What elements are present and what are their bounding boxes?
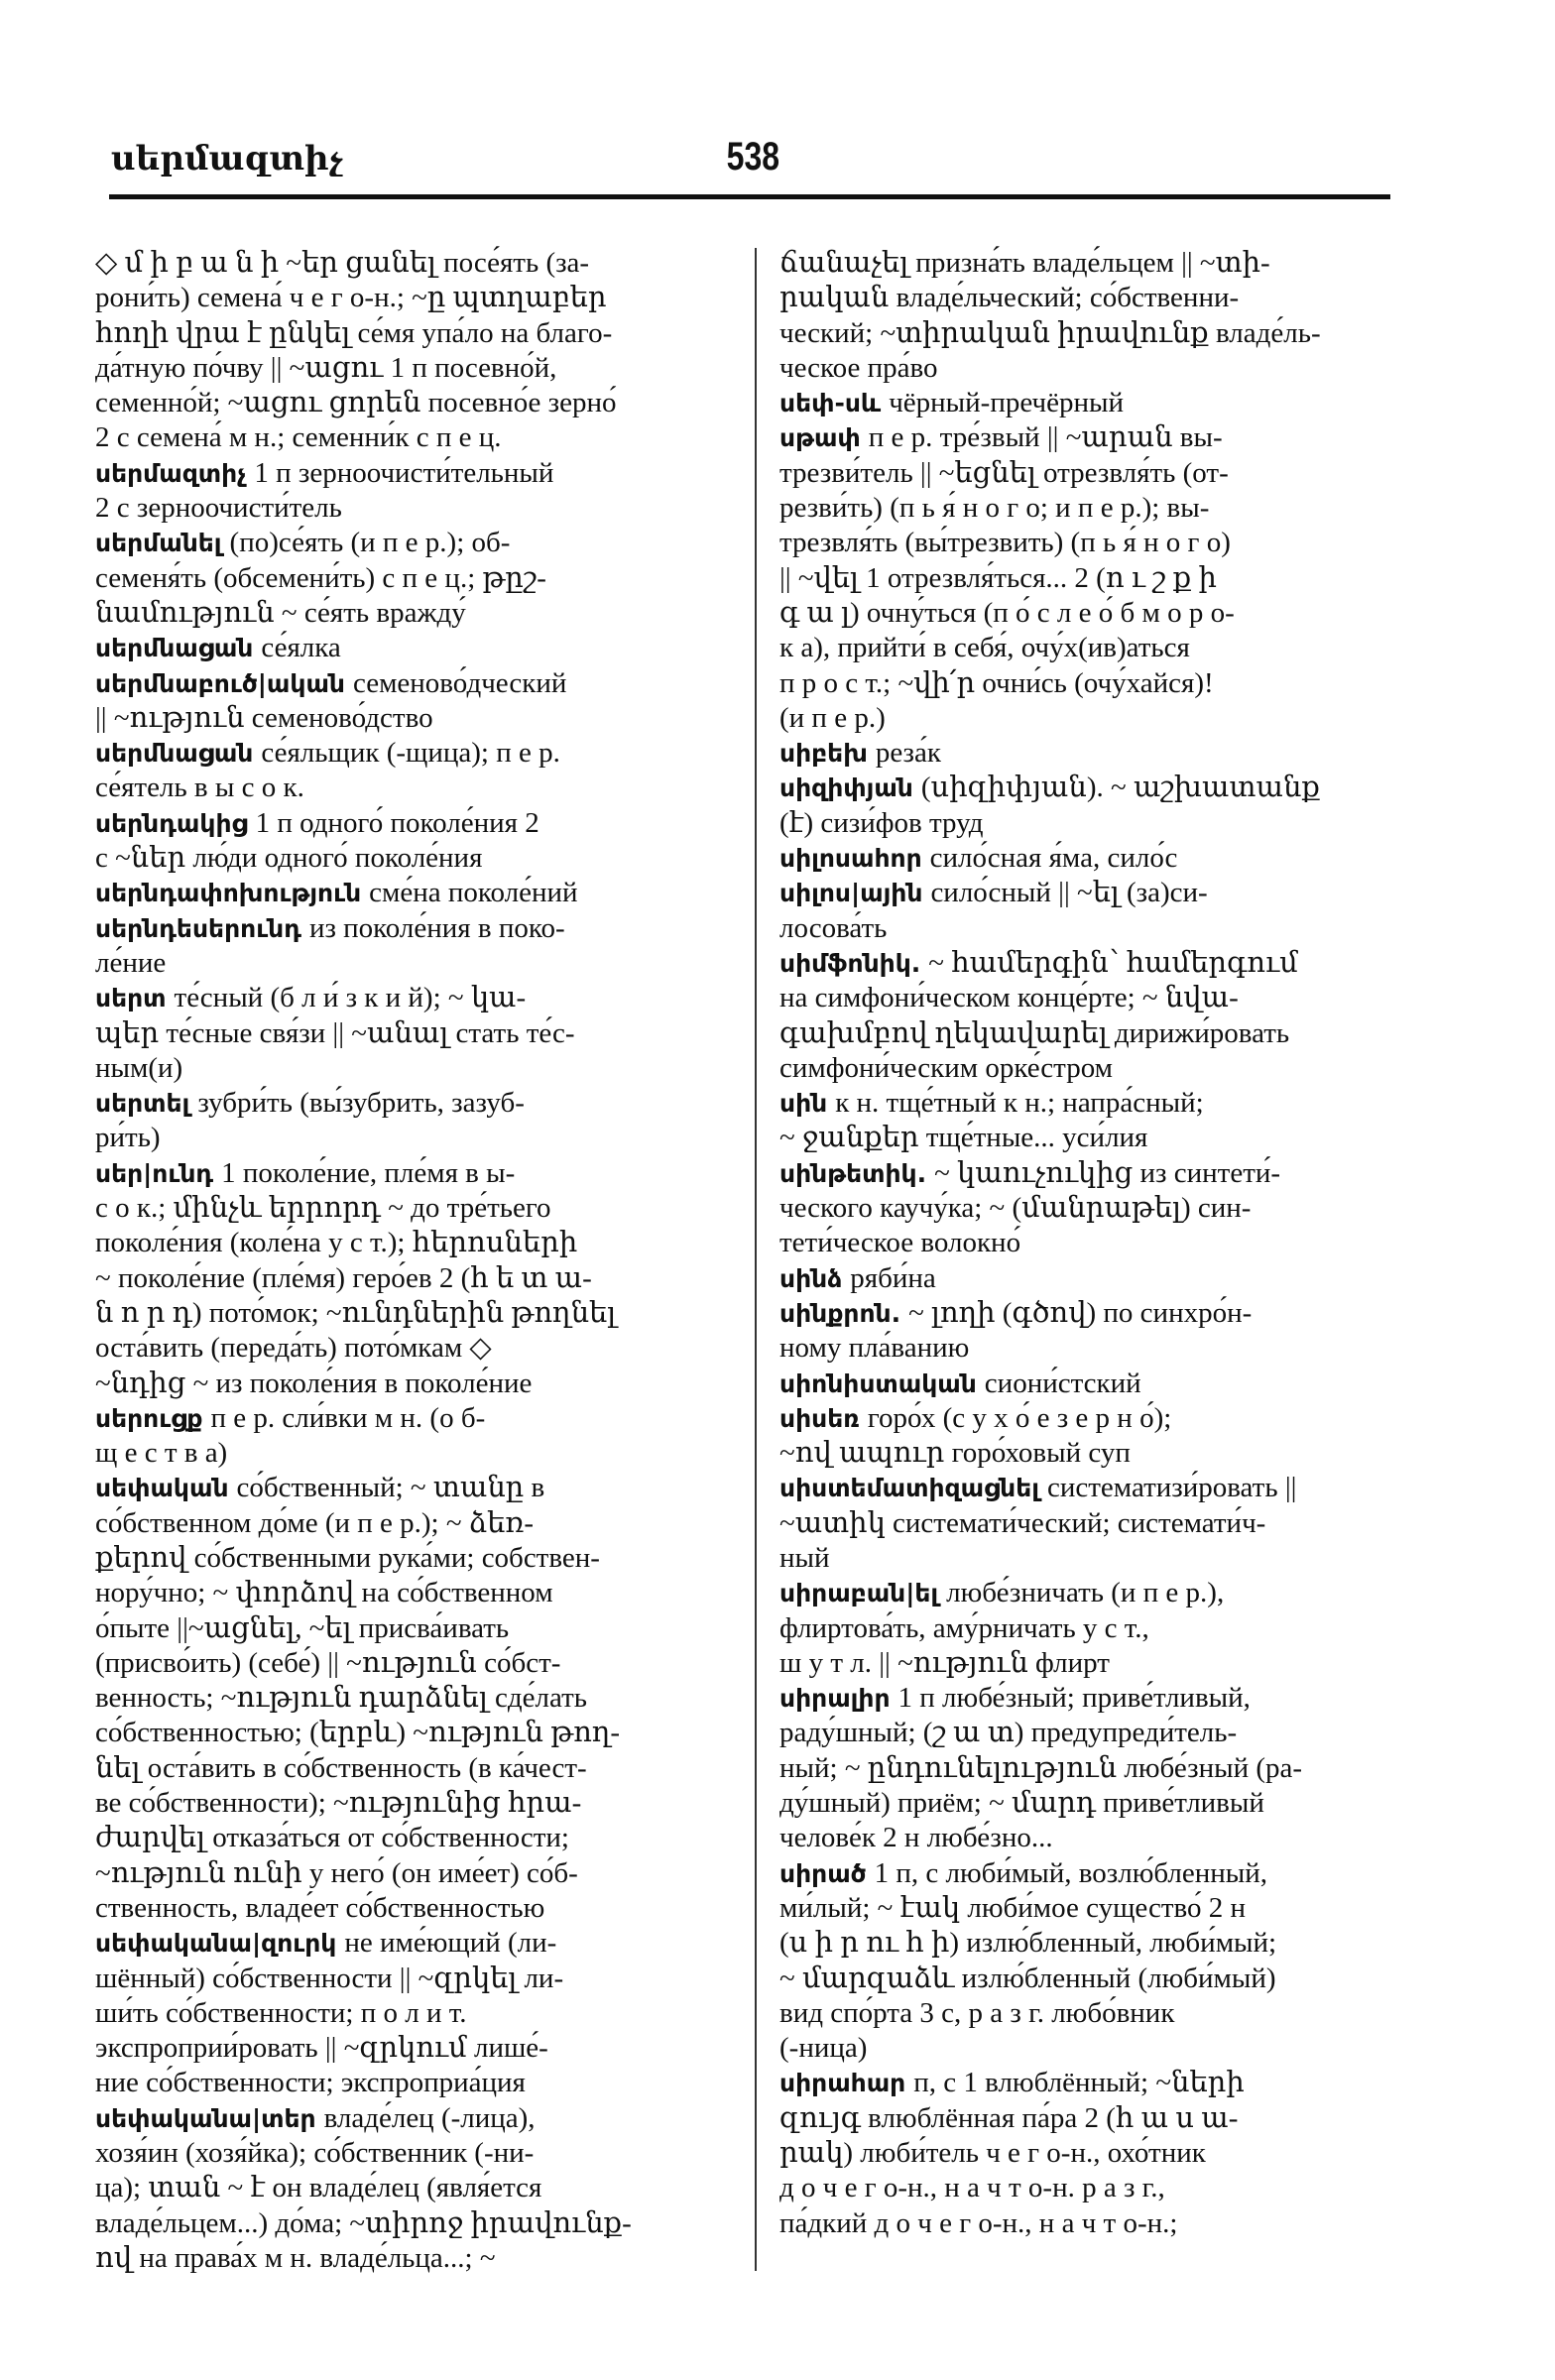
header-rule: [109, 194, 1390, 199]
definition-text: 1 п любе́зный; приве́тливый,: [897, 1682, 1251, 1715]
definition-text: шённый) со́бственности || ~զրկել ли-: [95, 1962, 564, 1994]
dictionary-line: [95, 1821, 738, 1855]
dictionary-line: [95, 1856, 738, 1891]
definition-text: с о к.; մինչև երրորդ ~ до тре́тьего: [95, 1192, 551, 1225]
definition-text: к н. тще́тный к н.; напра́сный;: [835, 1087, 1204, 1120]
dictionary-entry-line: [95, 736, 738, 771]
definition-text: գ ա լ) очну́ться (п о́ с л е о́ б м о р о-: [779, 596, 1235, 629]
dictionary-line: [779, 1926, 1402, 1961]
dictionary-line: [779, 1506, 1402, 1541]
dictionary-line: [95, 1646, 738, 1681]
dictionary-line: [779, 1611, 1402, 1646]
dictionary-line: [779, 316, 1402, 351]
definition-text: 2 с зерноочисти́тель: [95, 492, 342, 525]
definition-text: со́бственный; ~ տանը в: [236, 1472, 545, 1504]
definition-text: ный; ~ ընդունելություն любе́зный (ра-: [779, 1751, 1303, 1784]
dictionary-line: [95, 1331, 738, 1366]
headword: սիզիփյան: [779, 774, 913, 803]
dictionary-line: [95, 1576, 738, 1610]
definition-text: владе́льцем...) до́ма; ~տիրոջ իրավունք-: [95, 2206, 632, 2239]
dictionary-entry-line: [95, 631, 738, 665]
headword: սիրած: [779, 1858, 867, 1888]
definition-text: ши́ть со́бственности; п о л и т.: [95, 1996, 467, 2029]
dictionary-line: [95, 420, 738, 455]
definition-text: րակ) люби́тель ч е г о-н., охо́тник: [779, 2137, 1206, 2170]
running-head: սերմազտիչ: [111, 141, 344, 178]
definition-text: рони́ть) семена́ ч е г о-н.; ~ը պտղաբեր: [95, 282, 607, 314]
definition-text: հողի վրա է ընկել се́мя упа́ло на благо-: [95, 316, 613, 349]
definition-text: ~ ջանքեր тще́тные... уси́лия: [779, 1122, 1148, 1154]
dictionary-entry-line: [779, 736, 1402, 771]
headword: սթափ: [779, 423, 861, 453]
definition-text: պեր те́сные свя́зи || ~անալ стать те́с-: [95, 1016, 575, 1049]
dictionary-line: [779, 911, 1402, 946]
definition-text: экспроприи́ровать || ~զրկում лише́-: [95, 2032, 548, 2065]
definition-text: ние со́бственности; экспроприа́ция: [95, 2067, 526, 2099]
definition-text: ◇ մ ի բ ա ն ի ~եր ցանել посе́ять (за-: [95, 247, 590, 279]
definition-text: со́бственностью; (երբև) ~ություն թող-: [95, 1717, 621, 1749]
definition-text: тети́ческое волокно́: [779, 1227, 1021, 1259]
headword: սին: [779, 1089, 828, 1119]
definition-text: ряби́на: [850, 1261, 936, 1294]
definition-text: вид спо́рта 3 с, р а з г. любо́вник: [779, 1996, 1175, 2029]
definition-text: да́тную по́чву || ~ացու 1 п посевно́й,: [95, 351, 557, 384]
dictionary-line: [95, 386, 738, 420]
dictionary-line: [779, 1962, 1402, 1996]
dictionary-entry-line: [95, 876, 738, 910]
dictionary-line: [779, 526, 1402, 560]
definition-text: 1 п, с люби́мый, возлю́бленный,: [874, 1856, 1268, 1889]
dictionary-entry-line: [779, 771, 1402, 805]
definition-text: ду́шный) приём; ~ մարդ приве́тливый: [779, 1787, 1264, 1820]
dictionary-entry-line: [95, 911, 738, 946]
dictionary-line: [779, 981, 1402, 1015]
dictionary-line: [779, 1891, 1402, 1926]
dictionary-line: [95, 946, 738, 981]
definition-text: п, с 1 влюблённый; ~ների: [913, 2067, 1245, 2099]
dictionary-line: [779, 1751, 1402, 1786]
definition-text: сиони́стский: [984, 1367, 1141, 1399]
dictionary-entry-line: [779, 1856, 1402, 1891]
dictionary-line: [779, 631, 1402, 665]
definition-text: 1 поколе́ние, пле́мя в ы-: [221, 1156, 516, 1189]
definition-text: || ~ություն семеново́дство: [95, 701, 433, 734]
dictionary-entry-line: [779, 1681, 1402, 1716]
definition-text: (и п е р.): [779, 701, 886, 734]
dictionary-entry-line: [779, 1086, 1402, 1121]
definition-text: п е р. сли́вки м н. (о б-: [210, 1401, 486, 1434]
definition-text: сило́сная я́ма, сило́с: [929, 842, 1178, 875]
dictionary-line: [95, 2066, 738, 2100]
definition-text: (-ница): [779, 2032, 868, 2065]
definition-text: любе́зничать (и п е р.),: [946, 1577, 1225, 1609]
dictionary-line: [95, 1296, 738, 1331]
definition-text: трезви́тель || ~եցնել отрезвля́ть (от-: [779, 456, 1229, 489]
dictionary-line: [95, 1751, 738, 1786]
dictionary-line: [779, 666, 1402, 701]
definition-text: ~ լողի (գծով) по синхро́н-: [908, 1296, 1253, 1329]
definition-text: трезвля́ть (вы́трезвить) (п ь я́ н о г о): [779, 527, 1231, 559]
definition-text: 1 п зерноочисти́тельный: [254, 456, 554, 489]
definition-text: семеня́ть (обсемени́ть) с п е ц.; թըշ-: [95, 561, 546, 594]
definition-text: со́бственном до́ме (и п е р.); ~ ձեռ-: [95, 1506, 535, 1539]
definition-text: па́дкий д о ч е г о-н., н а ч т о-н.;: [779, 2206, 1178, 2239]
dictionary-line: [779, 2136, 1402, 2171]
headword: սերտ: [95, 984, 167, 1013]
dictionary-line: [95, 2206, 738, 2241]
definition-text: флиртова́ть, аму́рничать у с т.,: [779, 1611, 1149, 1644]
definition-text: (սիզիփյան). ~ աշխատանք: [920, 772, 1320, 804]
dictionary-entry-line: [95, 1471, 738, 1505]
left-column: [95, 246, 738, 2276]
headword: սինձ: [779, 1263, 843, 1293]
dictionary-entry-line: [779, 1367, 1402, 1401]
dictionary-entry-line: [779, 2066, 1402, 2100]
dictionary-entry-line: [95, 526, 738, 560]
definition-text: систематизи́ровать ||: [1047, 1472, 1297, 1504]
definition-text: п е р. тре́звый || ~արան вы-: [868, 421, 1223, 454]
dictionary-line: [779, 596, 1402, 631]
headword: սիմֆոնիկ.: [779, 948, 921, 978]
headword: սերուցք: [95, 1403, 203, 1433]
dictionary-line: [95, 1611, 738, 1646]
dictionary-entry-line: [779, 876, 1402, 910]
definition-text: 1 п одного́ поколе́ния 2: [255, 806, 539, 839]
definition-text: с ~ներ лю́ди одного́ поколе́ния: [95, 842, 483, 875]
dictionary-line: [95, 1681, 738, 1716]
definition-text: զույգ влюблённая па́ра 2 (հ ա ս ա-: [779, 2101, 1239, 2134]
dictionary-line: [95, 351, 738, 386]
dictionary-line: [95, 1962, 738, 1996]
dictionary-line: [779, 806, 1402, 841]
definition-text: на симфони́ческом конце́рте; ~ նվա-: [779, 982, 1239, 1014]
dictionary-line: [779, 491, 1402, 526]
dictionary-entry-line: [95, 1156, 738, 1191]
dictionary-entry-line: [779, 1401, 1402, 1436]
page-number: 538: [726, 135, 780, 178]
dictionary-line: [779, 1051, 1402, 1086]
headword: սիստեմատիզացնել: [779, 1474, 1039, 1503]
headword: սերնդեսերունդ: [95, 913, 301, 943]
dictionary-line: [95, 1226, 738, 1260]
headword: սերմազտիչ: [95, 458, 247, 488]
headword: սերնդափոխություն: [95, 879, 362, 908]
definition-text: ~ կաուչուկից из синтети́-: [934, 1156, 1281, 1189]
definition-text: се́ятель в ы с о к.: [95, 772, 304, 804]
definition-text: не име́ющий (ли-: [344, 1927, 557, 1960]
definition-text: 2 с семена́ м н.; семенни́к с п е ц.: [95, 421, 502, 454]
dictionary-line: [95, 246, 738, 281]
headword: սերտել: [95, 1089, 190, 1119]
dictionary-line: [779, 1541, 1402, 1576]
definition-text: раду́шный; (շ ա տ) предупреди́тель-: [779, 1717, 1238, 1749]
definition-text: ца); տան ~ է он владе́лец (явля́ется: [95, 2172, 542, 2204]
definition-text: ~ մարզաձև излю́бленный (люби́мый): [779, 1962, 1276, 1994]
headword: սինթետիկ.: [779, 1158, 927, 1188]
definition-text: ному пла́ванию: [779, 1332, 970, 1365]
dictionary-line: [779, 1016, 1402, 1051]
dictionary-line: [95, 2136, 738, 2171]
dictionary-line: [95, 771, 738, 805]
dictionary-line: [779, 2171, 1402, 2205]
dictionary-line: [95, 1786, 738, 1821]
definition-text: венность; ~ություն դարձնել сде́лать: [95, 1682, 588, 1715]
dictionary-entry-line: [95, 2101, 738, 2136]
headword: սիսեռ: [779, 1403, 860, 1433]
dictionary-line: [779, 2031, 1402, 2066]
definition-text: ով на права́х м н. владе́льца...; ~: [95, 2241, 496, 2274]
dictionary-entry-line: [779, 420, 1402, 455]
dictionary-line: [779, 351, 1402, 386]
headword: սեփականա|զուրկ: [95, 1929, 337, 1959]
dictionary-line: [779, 1646, 1402, 1681]
dictionary-entry-line: [779, 1576, 1402, 1610]
dictionary-line: [95, 1541, 738, 1576]
dictionary-line: [95, 701, 738, 736]
definition-text: ճանաչել призна́ть владе́льцем || ~տի-: [779, 247, 1270, 279]
definition-text: те́сный (б л и́ з к и й); ~ կա-: [174, 982, 527, 1014]
dictionary-entry-line: [779, 386, 1402, 420]
definition-text: (է) сизи́фов труд: [779, 806, 984, 839]
headword: սերմնացան: [95, 634, 254, 663]
dictionary-line: [779, 701, 1402, 736]
dictionary-line: [95, 1436, 738, 1471]
definition-text: ческого каучу́ка; ~ (մանրաթել) син-: [779, 1192, 1252, 1225]
dictionary-line: [95, 1261, 738, 1296]
dictionary-entry-line: [95, 1086, 738, 1121]
definition-text: хозя́ин (хозя́йка); со́бственник (-ни-: [95, 2137, 535, 2170]
definition-text: симфони́ческим орке́стром: [779, 1051, 1113, 1084]
definition-text: ժարվել отказа́ться от со́бственности;: [95, 1822, 569, 1854]
definition-text: се́яльщик (-щица); п е р.: [261, 737, 560, 770]
headword: սեր|ունդ: [95, 1158, 214, 1188]
dictionary-line: [779, 1821, 1402, 1855]
dictionary-line: [95, 281, 738, 315]
dictionary-line: [95, 1506, 738, 1541]
dictionary-line: [95, 1716, 738, 1750]
headword: սեփ-սև: [779, 389, 882, 418]
dictionary-entry-line: [95, 666, 738, 701]
dictionary-line: [779, 1436, 1402, 1471]
definition-text: из поколе́ния в поко-: [308, 911, 565, 944]
definition-text: ~ություն ունի у него́ (он име́ет) со́б-: [95, 1856, 578, 1889]
headword: սեփական: [95, 1474, 229, 1503]
dictionary-line: [95, 1016, 738, 1051]
dictionary-entry-line: [779, 1296, 1402, 1331]
dictionary-line: [779, 2101, 1402, 2136]
definition-text: ~ համերգին՝ համերգում: [928, 946, 1298, 979]
definition-text: реза́к: [875, 737, 941, 770]
definition-text: челове́к 2 н любе́зно...: [779, 1822, 1053, 1854]
dictionary-line: [95, 2241, 738, 2276]
headword: սիլոսահոր: [779, 844, 922, 874]
dictionary-line: [779, 456, 1402, 491]
headword: սերնդակից: [95, 808, 248, 838]
headword: սերմնացան: [95, 739, 254, 769]
definition-text: ~նդից ~ из поколе́ния в поколе́ние: [95, 1367, 533, 1399]
dictionary-entry-line: [95, 1926, 738, 1961]
dictionary-line: [779, 1226, 1402, 1260]
dictionary-line: [95, 1996, 738, 2031]
headword: սիրահար: [779, 2069, 906, 2098]
definition-text: ~ատիկ системати́ческий; системати́ч-: [779, 1506, 1266, 1539]
definition-text: ным(и): [95, 1051, 183, 1084]
dictionary-entry-line: [779, 841, 1402, 876]
definition-text: նել оста́вить в со́бственность (в ка́чест-: [95, 1751, 587, 1784]
dictionary-line: [779, 1191, 1402, 1226]
headword: սերմանել: [95, 529, 222, 558]
definition-text: зубри́ть (вы́зубрить, зазуб-: [197, 1087, 525, 1120]
dictionary-line: [779, 1331, 1402, 1366]
dictionary-line: [95, 1367, 738, 1401]
dictionary-entry-line: [779, 1261, 1402, 1296]
dictionary-line: [779, 246, 1402, 281]
definition-text: щ е с т в а): [95, 1437, 228, 1470]
dictionary-line: [779, 1121, 1402, 1155]
dictionary-line: [95, 841, 738, 876]
headword: սիլոս|ային: [779, 879, 923, 908]
definition-text: д о ч е г о-н., н а ч т о-н. р а з г.,: [779, 2172, 1165, 2204]
headword: սիրալիր: [779, 1684, 891, 1714]
definition-text: п р о с т.; ~վի՛ր очни́сь (очу́хайся)!: [779, 666, 1214, 699]
definition-text: оста́вить (переда́ть) пото́мкам ◇: [95, 1332, 492, 1365]
definition-text: ственность, владе́ет со́бственностью: [95, 1891, 545, 1924]
dictionary-line: [95, 1121, 738, 1155]
definition-text: о́пыте ||~ացնել, ~ել присва́ивать: [95, 1611, 510, 1644]
dictionary-entry-line: [95, 806, 738, 841]
definition-text: ն ո ր դ) пото́мок; ~ունդներին թողնել: [95, 1296, 617, 1329]
dictionary-line: [95, 596, 738, 631]
dictionary-line: [95, 316, 738, 351]
dictionary-entry-line: [779, 1156, 1402, 1191]
definition-text: владе́лец (-лица),: [323, 2101, 536, 2134]
headword: սիրաբան|ել: [779, 1579, 939, 1608]
dictionary-line: [95, 491, 738, 526]
definition-text: резви́ть) (п ь я́ н о г о; и п е р.); вы-: [779, 492, 1210, 525]
headword: սիոնիստական: [779, 1368, 977, 1398]
dictionary-line: [779, 2206, 1402, 2241]
dictionary-entry-line: [779, 1471, 1402, 1505]
dictionary-entry-line: [95, 456, 738, 491]
definition-text: (ս ի ր ու հ ի) излю́бленный, люби́мый;: [779, 1927, 1277, 1960]
dictionary-line: [95, 1191, 738, 1226]
definition-text: семеново́дческий: [352, 666, 567, 699]
definition-text: к а), прийти́ в себя́, очу́х(ив)аться: [779, 632, 1190, 664]
definition-text: րական владе́льческий; со́бственни-: [779, 282, 1240, 314]
definition-text: ~ поколе́ние (пле́мя) геро́ев 2 (հ ե տ ա-: [95, 1261, 592, 1294]
definition-text: ве со́бственности); ~ությունից հրա-: [95, 1787, 582, 1820]
definition-text: ш у т л. || ~ություն флирт: [779, 1646, 1110, 1679]
definition-text: сило́сный || ~ել (за)си-: [930, 877, 1208, 909]
definition-text: ческое пра́во: [779, 351, 938, 384]
dictionary-line: [779, 281, 1402, 315]
dictionary-entry-line: [95, 1401, 738, 1436]
dictionary-line: [779, 1786, 1402, 1821]
definition-text: лосова́ть: [779, 911, 888, 944]
definition-text: горо́х (с у х о́ е з е р н о́);: [867, 1401, 1172, 1434]
dictionary-entry-line: [779, 946, 1402, 981]
headword: սիբեխ: [779, 739, 868, 769]
headword: սինքրոն.: [779, 1298, 901, 1328]
definition-text: ри́ть): [95, 1122, 161, 1154]
definition-text: се́ялка: [261, 632, 341, 664]
definition-text: семенно́й; ~ացու ցորեն посевно́е зерно́: [95, 387, 617, 419]
definition-text: ный: [779, 1541, 830, 1574]
dictionary-line: [95, 1051, 738, 1086]
headword: սերմնաբուծ|ական: [95, 668, 345, 698]
dictionary-line: [95, 1891, 738, 1926]
definition-text: նամություն ~ се́ять вражду́: [95, 596, 466, 629]
definition-text: ческий; ~տիրական իրավունք владе́ль-: [779, 316, 1321, 349]
headword: սեփականա|տեր: [95, 2103, 316, 2133]
definition-text: ~ով ապուր горо́ховый суп: [779, 1437, 1131, 1470]
definition-text: ми́лый; ~ էակ люби́мое существо́ 2 н: [779, 1891, 1247, 1924]
dictionary-line: [95, 2031, 738, 2066]
dictionary-entry-line: [95, 981, 738, 1015]
dictionary-line: [779, 561, 1402, 596]
definition-text: чёрный-пречёрный: [889, 387, 1124, 419]
definition-text: сме́на поколе́ний: [369, 877, 578, 909]
definition-text: (присво́ить) (себе́) || ~ություն со́бст-: [95, 1646, 561, 1679]
definition-text: ле́ние: [95, 946, 167, 979]
definition-text: քերով со́бственными рука́ми; собствен-: [95, 1541, 600, 1574]
dictionary-line: [95, 2171, 738, 2205]
dictionary-line: [95, 561, 738, 596]
column-divider: [755, 248, 757, 2271]
dictionary-line: [779, 1996, 1402, 2031]
definition-text: գախմբով ղեկավարել дирижи́ровать: [779, 1016, 1290, 1049]
definition-text: нору́чно; ~ փորձով на со́бственном: [95, 1577, 553, 1609]
dictionary-line: [779, 1716, 1402, 1750]
definition-text: поколе́ния (коле́на у с т.); հերոսների: [95, 1227, 578, 1259]
definition-text: (по)се́ять (и п е р.); об-: [229, 527, 511, 559]
right-column: [779, 246, 1402, 2241]
definition-text: || ~վել 1 отрезвля́ться... 2 (ո ւ շ ք ի: [779, 561, 1217, 594]
